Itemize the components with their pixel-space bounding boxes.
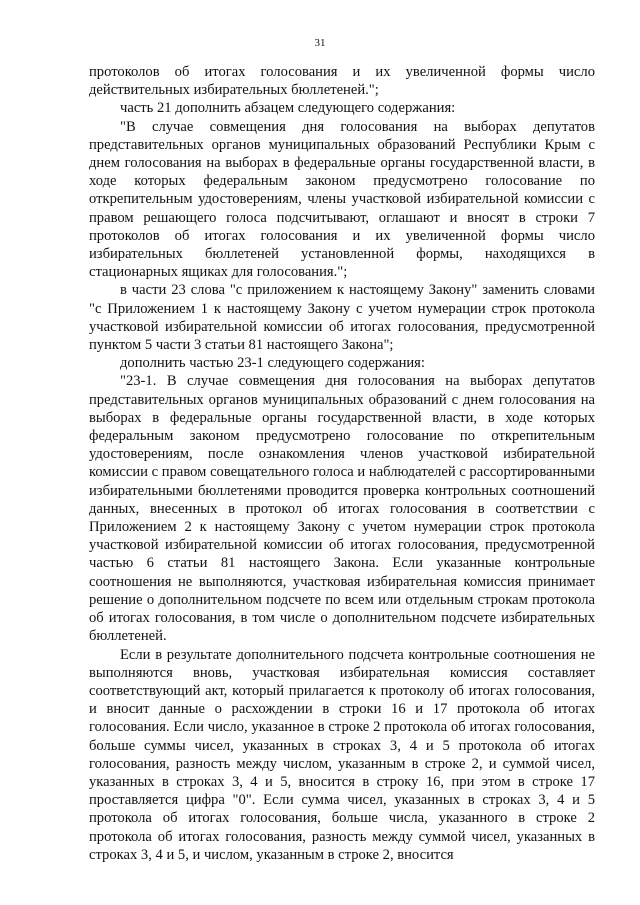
paragraph: в части 23 слова "с приложением к настоящему Закону" заменить словами "с Приложением 1 к настоящему Закону с учетом нумерации строк протокола участковой избирательной комиссии об итогах голосования, предусмотренной пунктом 5 части 3 статьи 81 настоящего Закона";: [89, 282, 595, 354]
document-body: [89, 63, 595, 864]
page-number: 31: [314, 37, 326, 49]
paragraph: "23-1. В случае совмещения дня голосования на выборах депутатов представительных органов муниципальных образований с днем голосования на выборах в федеральные органы государственной власти, в ходе которых федеральным законом предусмотрено голосование по открепительным удостоверениям, после ознакомления членов участковой избирательной комиссии с правом совещательного голоса и наблюдателей с рассортированными избирательными бюллетенями проводится проверка контрольных соотношений данных, внесенных в протокол об итогах голосования в соответствии с Приложением 2 к настоящему Закону с учетом нумерации строк протокола участковой избирательной комиссии об итогах голосования, предусмотренной частью 6 статьи 81 настоящего Закона. Если указанные контрольные соотношения не выполняются, участковая избирательная комиссия принимает решение о дополнительном подсчете по всем или отдельным строкам протокола об итогах голосования, в том числе о дополнительном подсчете избирательных бюллетеней.: [89, 373, 595, 645]
paragraph: дополнить частью 23-1 следующего содержания:: [120, 355, 425, 372]
paragraph: Если в результате дополнительного подсчета контрольные соотношения не выполняются вновь, участковая избирательная комиссия составляет соответствующий акт, который прилагается к протоколу об итогах голосования, и вносит данные о расхождении в строки 16 и 17 протокола об итогах голосования. Если число, указанное в строке 2 протокола об итогах голосования, больше суммы чисел, указанных в строках 3, 4 и 5 протокола об итогах голосования, разность между числом, указанным в строке 2, и суммой чисел, указанных в строках 3, 4 и 5, вносится в строку 16, при этом в строке 17 проставляется цифра "0". Если сумма чисел, указанных в строках 3, 4 и 5 протокола об итогах голосования, больше числа, указанного в строке 2 протокола об итогах голосования, разность между суммой чисел, указанных в строках 3, 4 и 5, и числом, указанным в строке 2, вносится: [89, 646, 595, 863]
paragraph: часть 21 дополнить абзацем следующего содержания:: [120, 100, 456, 117]
paragraph: "В случае совмещения дня голосования на выборах депутатов представительных органов муниципальных образований Республики Крым с днем голосования на выборах в федеральные органы государственной власти, в ходе которых федеральным законом предусмотрено голосование по открепительным удостоверениям, члены участковой избирательной комиссии с правом решающего голоса подсчитывают, оглашают и вносят в строки 7 протоколов об итогах голосования и их увеличенной формы число избирательных бюллетеней установленной формы, находящихся в стационарных ящиках для голосования.";: [89, 118, 595, 281]
paragraph: протоколов об итогах голосования и их увеличенной формы число действительных избирательных бюллетеней.";: [89, 64, 595, 99]
